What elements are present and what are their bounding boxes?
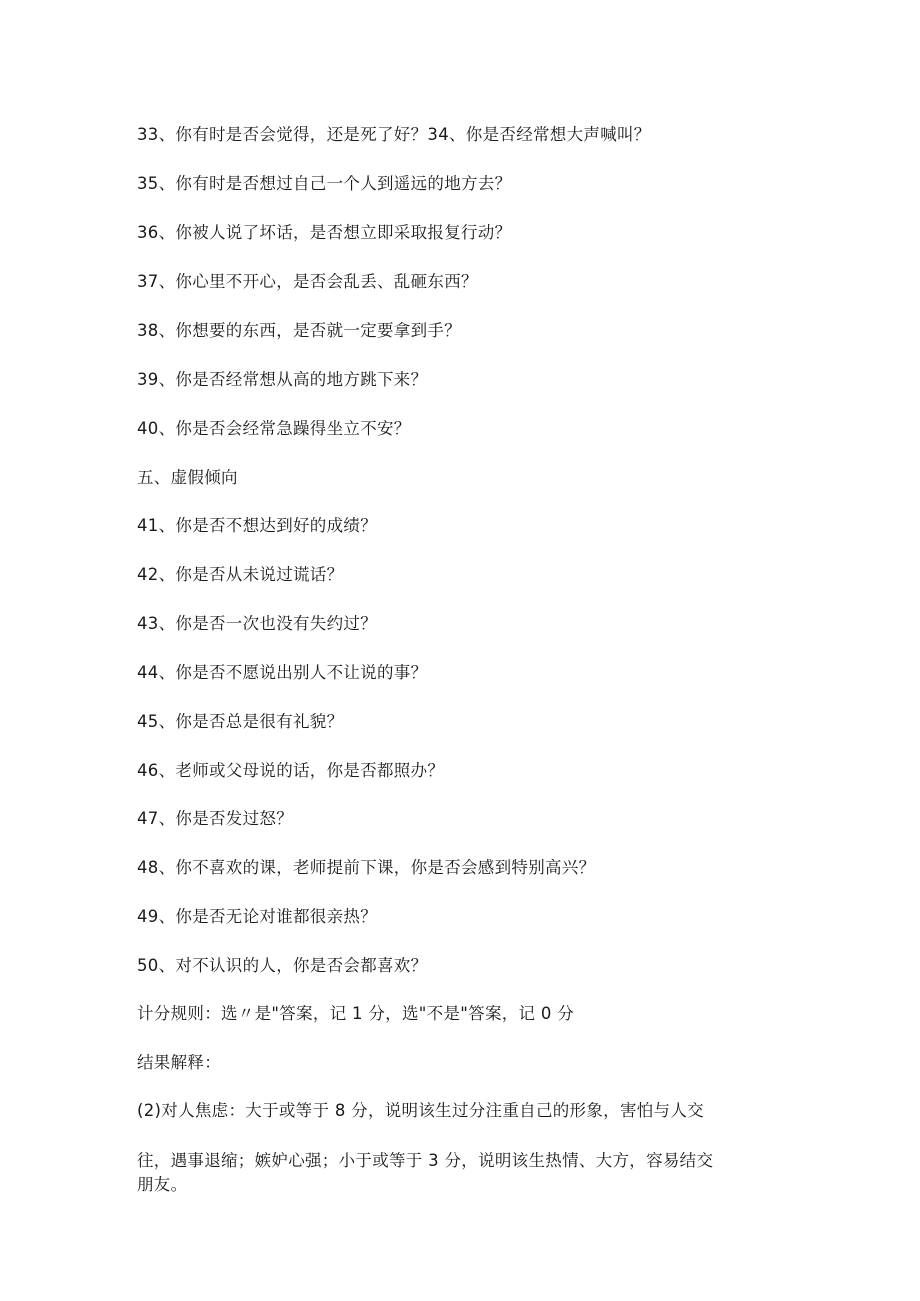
question-49: 49、你是否无论对谁都很亲热？ <box>137 907 377 926</box>
question-43: 43、你是否一次也没有失约过？ <box>137 614 377 633</box>
question-36: 36、你被人说了坏话，是否想立即采取报复行动？ <box>137 223 512 242</box>
section-heading: 五、虚假倾向 <box>137 468 238 487</box>
question-41: 41、你是否不想达到好的成绩？ <box>137 516 377 535</box>
question-42: 42、你是否从未说过谎话？ <box>137 565 344 584</box>
question-44: 44、你是否不愿说出别人不让说的事？ <box>137 663 428 682</box>
question-38: 38、你想要的东西，是否就一定要拿到手？ <box>137 321 461 340</box>
question-50: 50、对不认识的人，你是否会都喜欢？ <box>137 956 428 975</box>
scoring-rule: 计分规则：选〃是"答案，记 1 分，选"不是"答案，记 0 分 <box>137 1004 575 1023</box>
question-45: 45、你是否总是很有礼貌？ <box>137 712 344 731</box>
interpretation-line-3: 朋友。 <box>137 1175 188 1194</box>
question-35: 35、你有时是否想过自己一个人到遥远的地方去？ <box>137 174 512 193</box>
question-39: 39、你是否经常想从高的地方跳下来？ <box>137 370 428 389</box>
result-heading: 结果解释： <box>137 1053 221 1072</box>
question-48: 48、你不喜欢的课，老师提前下课，你是否会感到特别高兴？ <box>137 858 596 877</box>
question-47: 47、你是否发过怒？ <box>137 809 293 828</box>
question-37: 37、你心里不开心，是否会乱丢、乱砸东西？ <box>137 272 478 291</box>
interpretation-line-1: (2)对人焦虑：大于或等于 8 分，说明该生过分注重自己的形象，害怕与人交 <box>137 1101 704 1120</box>
question-33-34: 33、你有时是否会觉得，还是死了好？34、你是否经常想大声喊叫？ <box>137 125 651 144</box>
question-40: 40、你是否会经常急躁得坐立不安？ <box>137 419 411 438</box>
interpretation-line-2: 往，遇事退缩；嫉妒心强；小于或等于 3 分，说明该生热情、大方，容易结交 <box>137 1151 714 1170</box>
question-46: 46、老师或父母说的话，你是否都照办？ <box>137 761 445 780</box>
